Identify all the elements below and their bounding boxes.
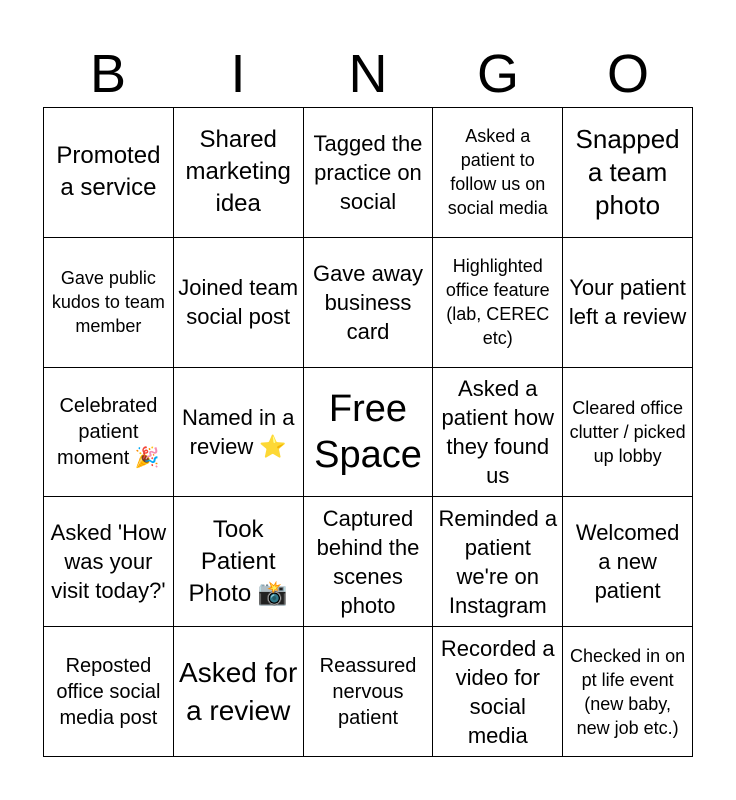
bingo-cell-n2[interactable] xyxy=(304,238,434,368)
bingo-cell-b1[interactable] xyxy=(44,108,174,238)
bingo-cell-free-space[interactable] xyxy=(304,368,434,498)
bingo-cell-o4[interactable] xyxy=(563,497,693,627)
bingo-cell-o3[interactable] xyxy=(563,368,693,498)
header-letter-i: I xyxy=(230,44,246,104)
cell-text: Highlighted office feature (lab, CEREC etc) xyxy=(445,256,550,349)
bingo-cell-i5[interactable] xyxy=(174,627,304,757)
cell-text: Named in a review ⭐ xyxy=(181,404,295,459)
cell-text: Reminded a patient we're on Instagram xyxy=(438,505,558,618)
header-letter-b: B xyxy=(89,44,127,104)
cell-text: Gave public kudos to team member xyxy=(51,268,165,337)
bingo-cell-o2[interactable] xyxy=(563,238,693,368)
cell-text: Snapped a team photo xyxy=(575,123,680,220)
cell-text: Reposted office social media post xyxy=(56,654,161,729)
bingo-grid xyxy=(43,107,693,757)
cell-text: Recorded a video for social media xyxy=(440,635,555,748)
bingo-cell-n5[interactable] xyxy=(304,627,434,757)
bingo-cell-b3[interactable] xyxy=(44,368,174,498)
header-letter-n: N xyxy=(348,44,388,104)
cell-text: Captured behind the scenes photo xyxy=(316,505,420,618)
header-letter-o: O xyxy=(606,44,649,104)
bingo-cell-o1[interactable] xyxy=(563,108,693,238)
cell-text: Asked a patient to follow us on social media xyxy=(447,126,548,219)
cell-text: Welcomed a new patient xyxy=(575,520,680,604)
cell-text: Gave away business card xyxy=(312,260,424,344)
cell-text: Cleared office clutter / picked up lobby xyxy=(569,397,686,466)
bingo-cell-g5[interactable] xyxy=(433,627,563,757)
bingo-cell-i3[interactable] xyxy=(174,368,304,498)
bingo-cell-n4[interactable] xyxy=(304,497,434,627)
cell-text: Checked in on pt life event (new baby, new job etc.) xyxy=(570,645,686,738)
bingo-cell-i4[interactable] xyxy=(174,497,304,627)
cell-text: Promoted a service xyxy=(56,142,161,202)
bingo-cell-g3[interactable] xyxy=(433,368,563,498)
cell-text: Celebrated patient moment 🎉 xyxy=(57,394,160,469)
cell-text: Took Patient Photo 📸 xyxy=(188,515,288,607)
cell-text: Joined team social post xyxy=(178,275,299,330)
cell-text: Free Space xyxy=(314,387,422,476)
bingo-cell-o5[interactable] xyxy=(563,627,693,757)
bingo-cell-g4[interactable] xyxy=(433,497,563,627)
cell-text: Tagged the practice on social xyxy=(313,130,423,214)
cell-text: Asked 'How was your visit today?' xyxy=(50,520,167,604)
cell-text: Your patient left a review xyxy=(568,275,687,330)
bingo-cell-g2[interactable] xyxy=(433,238,563,368)
cell-text: Asked for a review xyxy=(179,656,298,726)
cell-text: Asked a patient how they found us xyxy=(441,375,555,488)
header-letter-g: G xyxy=(476,44,519,104)
bingo-cell-b2[interactable] xyxy=(44,238,174,368)
bingo-cell-n1[interactable] xyxy=(304,108,434,238)
bingo-header xyxy=(43,40,693,108)
bingo-cell-i2[interactable] xyxy=(174,238,304,368)
cell-text: Shared marketing idea xyxy=(185,126,291,218)
bingo-cell-b4[interactable] xyxy=(44,497,174,627)
bingo-cell-i1[interactable] xyxy=(174,108,304,238)
cell-text: Reassured nervous patient xyxy=(319,654,417,729)
bingo-cell-g1[interactable] xyxy=(433,108,563,238)
bingo-cell-b5[interactable] xyxy=(44,627,174,757)
